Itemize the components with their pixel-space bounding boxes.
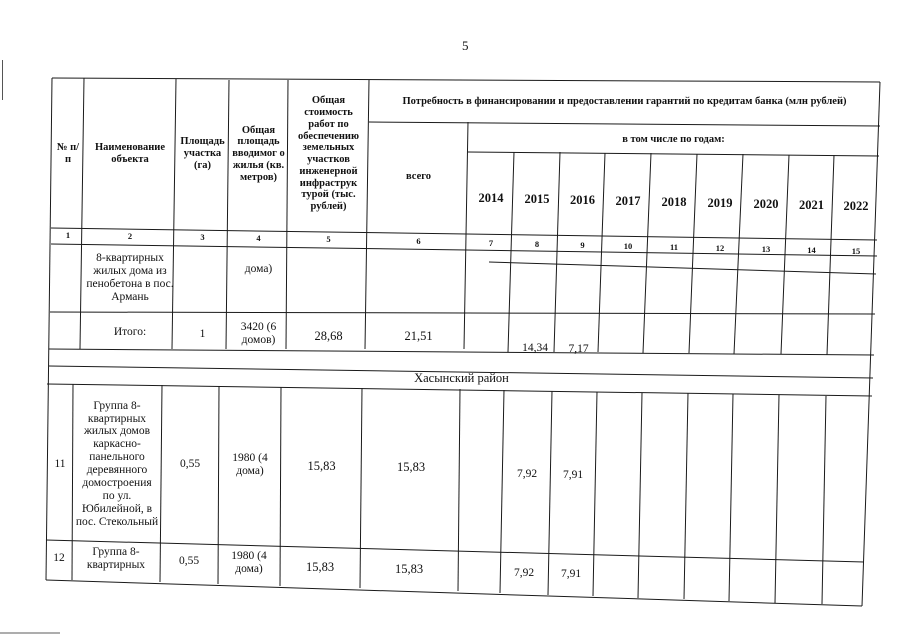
header-year: 2020 (753, 197, 779, 211)
column-number: 14 (807, 245, 816, 256)
row11-total: 15,83 (396, 460, 426, 474)
row11-2016: 7,91 (562, 468, 584, 481)
header-year: 2019 (707, 196, 733, 210)
header-year: 2014 (478, 191, 504, 205)
column-number: 1 (65, 230, 71, 241)
itogo-label: Итого: (113, 325, 147, 338)
header-col-no: № п/п (56, 142, 80, 165)
district-heading: Хасынский район (414, 371, 509, 385)
header-year: 2015 (524, 192, 550, 206)
header-col-housing: Общая площадь вводимог о жилья (кв. метров) (232, 124, 285, 183)
row12-2015: 7,92 (513, 566, 535, 579)
row12-2016: 7,91 (560, 567, 582, 580)
row11-area: 0,55 (179, 457, 201, 470)
column-number: 4 (256, 233, 261, 244)
row11-no: 11 (54, 457, 66, 470)
itogo-2015: 14,34 (522, 341, 548, 354)
row12-area: 0,55 (178, 554, 200, 567)
row12-cost: 15,83 (305, 560, 335, 574)
column-number: 10 (623, 241, 633, 252)
header-year: 2021 (799, 198, 824, 212)
header-col-area: Площадь участка (га) (180, 136, 225, 171)
column-number: 5 (326, 234, 331, 245)
header-col-by-years: в том числе по годам: (622, 134, 725, 146)
header-col-total: всего (405, 171, 431, 183)
column-number: 2 (127, 231, 133, 242)
column-number: 8 (534, 239, 540, 250)
column-number: 6 (416, 236, 421, 247)
column-number: 13 (761, 244, 771, 255)
itogo-2016: 7,17 (568, 342, 589, 355)
header-col-cost: Общая стоимость работ по обеспечению земельных участков инженерной инфраструк турой (тыс. рублей) (298, 95, 359, 212)
header-year: 2022 (843, 199, 869, 213)
header-year: 2017 (615, 194, 641, 208)
row12-name: Группа 8-квартирных (86, 546, 146, 571)
row11-2015: 7,92 (516, 467, 538, 480)
column-number: 11 (669, 242, 679, 253)
row12-housing: 1980 (4 дома) (231, 550, 267, 575)
continuation-name: 8-квартирных жилых дома из пенобетона в пос. Армань (86, 252, 174, 303)
row11-housing: 1980 (4 дома) (232, 452, 268, 477)
column-number: 7 (488, 238, 494, 249)
header-col-name: Наименование объекта (95, 142, 165, 165)
header-year: 2016 (570, 193, 595, 207)
itogo-cost: 28,68 (314, 329, 343, 343)
itogo-housing: 3420 (6 домов) (240, 321, 277, 346)
column-number: 15 (851, 246, 861, 257)
itogo-total: 21,51 (404, 329, 433, 343)
row11-name: Группа 8-квартирных жилых домов каркасно-панельного деревянного домостроения по ул. Юбилейной, в пос. Стекольный (75, 399, 159, 528)
header-col-need: Потребность в финансировании и предоставлении гарантий по кредитам банка (млн рублей) (402, 96, 847, 108)
row12-no: 12 (53, 551, 65, 564)
column-number: 12 (715, 243, 725, 254)
column-number: 9 (580, 240, 585, 251)
header-year: 2018 (661, 195, 687, 209)
page-number: 5 (462, 38, 469, 53)
row12-total: 15,83 (394, 562, 424, 576)
continuation-housing: дома) (244, 262, 273, 275)
column-number: 3 (200, 232, 205, 243)
itogo-area: 1 (199, 327, 206, 340)
row11-cost: 15,83 (307, 459, 336, 473)
